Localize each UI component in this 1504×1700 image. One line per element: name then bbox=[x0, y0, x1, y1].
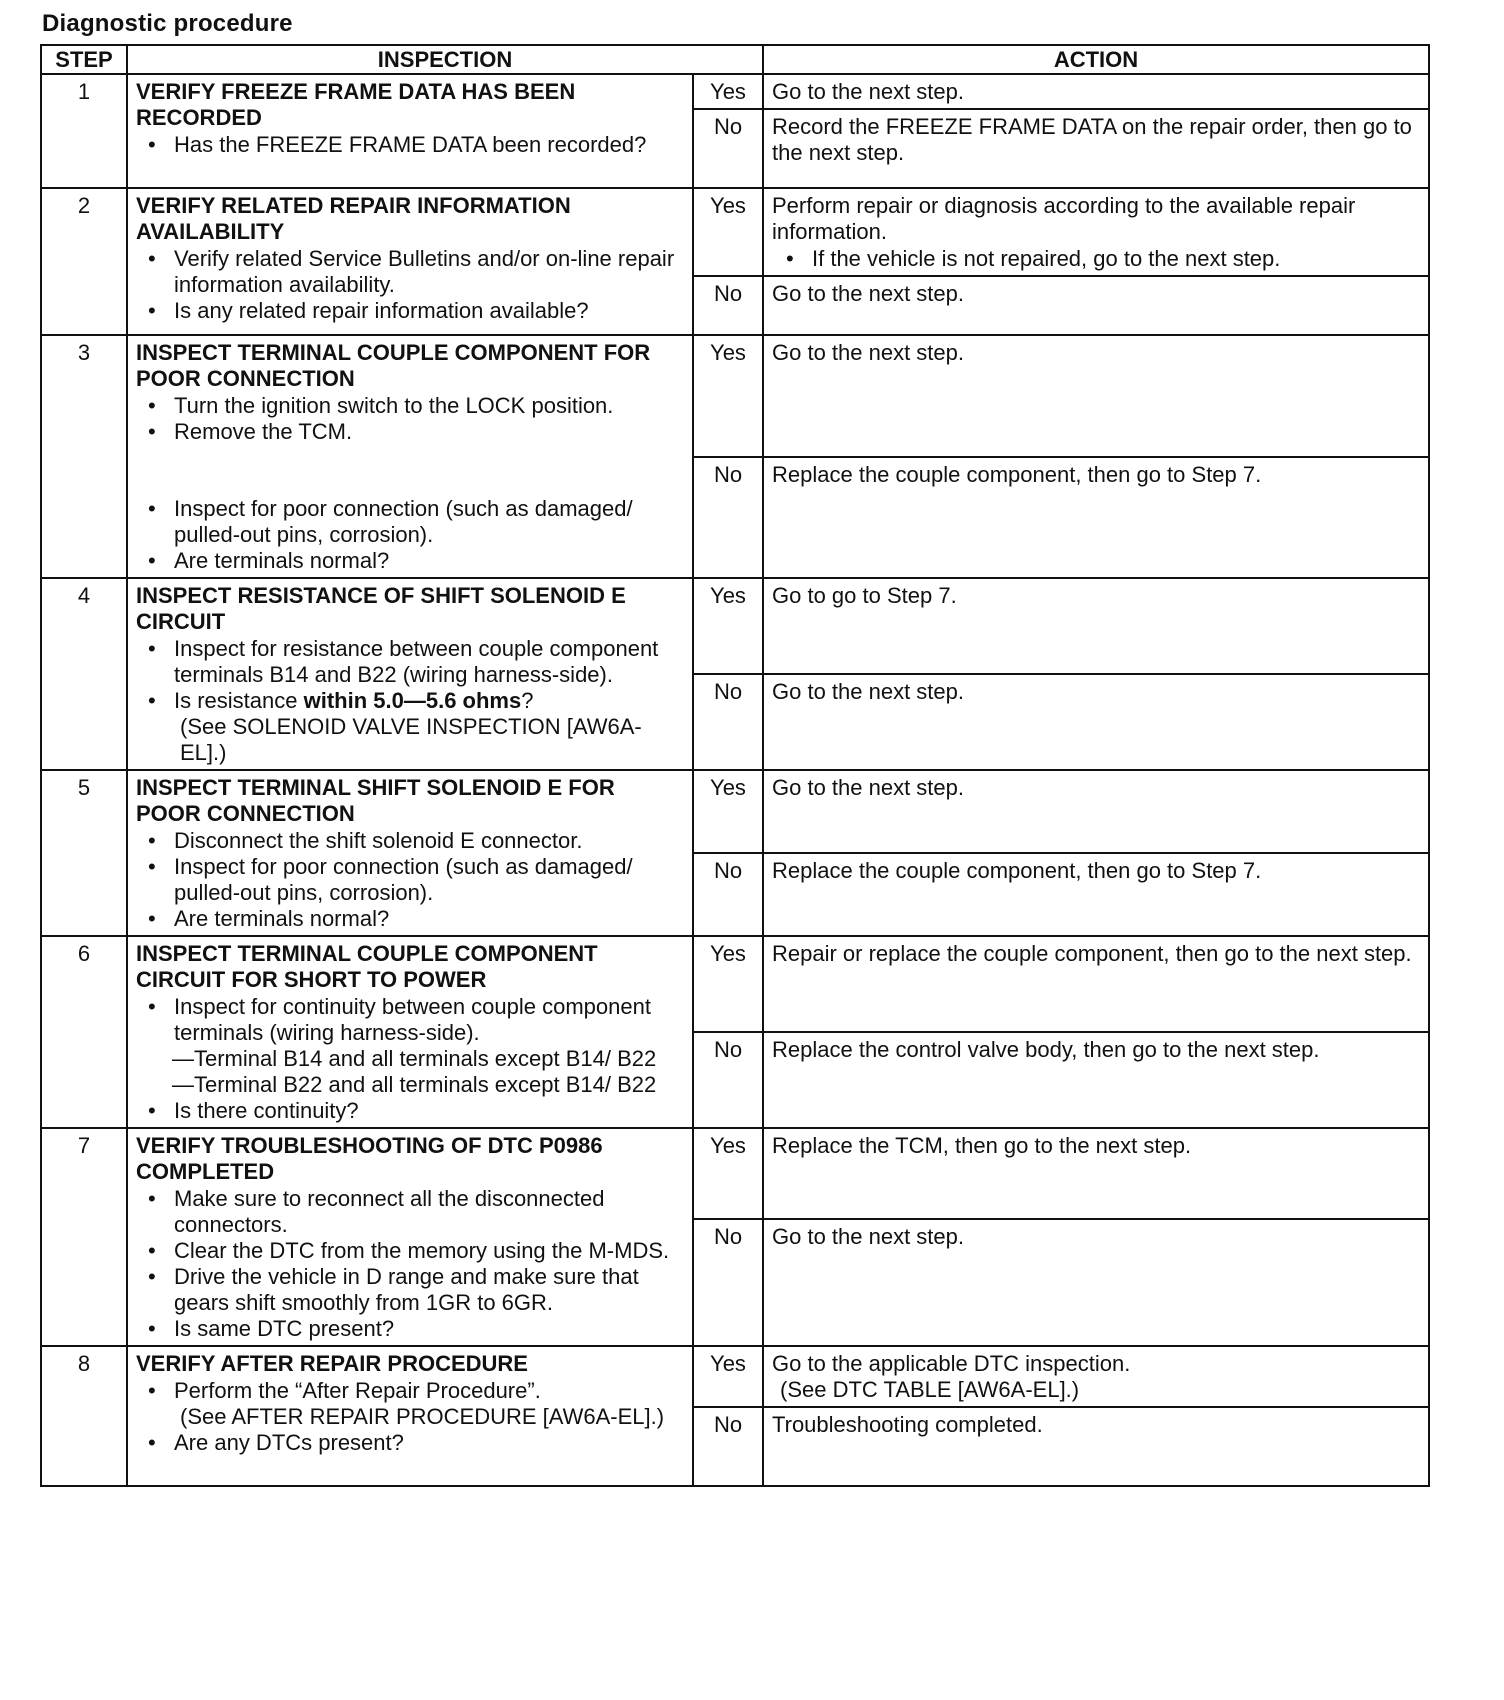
yes-label: Yes bbox=[693, 74, 763, 109]
table-row bbox=[41, 74, 1429, 109]
list-item: • Are terminals normal? bbox=[174, 906, 684, 932]
table-row bbox=[41, 335, 1429, 457]
yes-action bbox=[763, 1346, 1429, 1407]
action-text: Perform repair or diagnosis according to the available repair information. bbox=[772, 193, 1356, 244]
no-label: No bbox=[693, 109, 763, 188]
list-item: • If the vehicle is not repaired, go to the next step. bbox=[812, 246, 1420, 272]
no-label: No bbox=[693, 1032, 763, 1128]
no-action: Go to the next step. bbox=[763, 1219, 1429, 1346]
table-row bbox=[41, 578, 1429, 674]
no-action: Replace the couple component, then go to Step 7. bbox=[763, 853, 1429, 936]
no-label: No bbox=[693, 1407, 763, 1486]
yes-action: Go to the next step. bbox=[763, 335, 1429, 457]
step-number: 2 bbox=[41, 188, 127, 335]
inspection-cell bbox=[127, 74, 693, 188]
inspection-cell bbox=[127, 1346, 693, 1486]
reference-note: (See AFTER REPAIR PROCEDURE [AW6A-EL].) bbox=[180, 1404, 665, 1429]
inspection-cell bbox=[127, 936, 693, 1128]
step-number: 8 bbox=[41, 1346, 127, 1486]
list-item bbox=[174, 994, 684, 1098]
yes-label: Yes bbox=[693, 770, 763, 853]
inspection-cell bbox=[127, 335, 693, 578]
yes-label: Yes bbox=[693, 936, 763, 1032]
page-title: Diagnostic procedure bbox=[42, 10, 293, 37]
step-number: 5 bbox=[41, 770, 127, 936]
table-header-row bbox=[41, 45, 1429, 74]
reference-note: (See DTC TABLE [AW6A-EL].) bbox=[780, 1377, 1080, 1402]
list-item: • Verify related Service Bulletins and/or on-line repair information availability. bbox=[174, 246, 684, 298]
no-action: Replace the control valve body, then go to the next step. bbox=[763, 1032, 1429, 1128]
no-action: Go to the next step. bbox=[763, 674, 1429, 770]
text-run: Is resistance bbox=[174, 688, 304, 713]
list-item: • Disconnect the shift solenoid E connector. bbox=[174, 828, 684, 854]
no-action: Record the FREEZE FRAME DATA on the repair order, then go to the next step. bbox=[763, 109, 1429, 188]
list-item bbox=[174, 1378, 684, 1430]
yes-label: Yes bbox=[693, 578, 763, 674]
resistance-spec: within 5.0—5.6 ohms bbox=[303, 688, 522, 713]
list-item: • Clear the DTC from the memory using the M-MDS. bbox=[174, 1238, 684, 1264]
list-item: • Drive the vehicle in D range and make sure that gears shift smoothly from 1GR to 6GR. bbox=[174, 1264, 684, 1316]
action-text: Go to the applicable DTC inspection. bbox=[772, 1351, 1131, 1376]
list-item: • Are terminals normal? bbox=[174, 548, 684, 574]
yes-action: Go to go to Step 7. bbox=[763, 578, 1429, 674]
step-heading: VERIFY RELATED REPAIR INFORMATION AVAILABILITY bbox=[136, 193, 571, 244]
list-item bbox=[174, 688, 684, 766]
bullet-text: • Perform the “After Repair Procedure”. bbox=[174, 1378, 541, 1403]
table-row bbox=[41, 770, 1429, 853]
step-heading: INSPECT TERMINAL SHIFT SOLENOID E FOR POOR CONNECTION bbox=[136, 775, 615, 826]
no-action: Troubleshooting completed. bbox=[763, 1407, 1429, 1486]
list-item: • Remove the TCM. bbox=[174, 419, 684, 445]
list-item: • Has the FREEZE FRAME DATA been recorded? bbox=[174, 132, 684, 158]
table-row bbox=[41, 1128, 1429, 1219]
step-number: 7 bbox=[41, 1128, 127, 1346]
yes-action: Repair or replace the couple component, then go to the next step. bbox=[763, 936, 1429, 1032]
header-step: STEP bbox=[41, 45, 127, 74]
table-row bbox=[41, 936, 1429, 1032]
step-number: 1 bbox=[41, 74, 127, 188]
yes-label: Yes bbox=[693, 1128, 763, 1219]
yes-action: Go to the next step. bbox=[763, 74, 1429, 109]
bullet-text: • Inspect for continuity between couple component terminals (wiring harness-side). bbox=[174, 994, 651, 1045]
yes-action: Go to the next step. bbox=[763, 770, 1429, 853]
list-item: • Inspect for resistance between couple component terminals B14 and B22 (wiring harness-side). bbox=[174, 636, 684, 688]
table-row bbox=[41, 188, 1429, 276]
table-row bbox=[41, 1346, 1429, 1407]
reference-note: (See SOLENOID VALVE INSPECTION [AW6A-EL].) bbox=[180, 714, 642, 765]
step-heading: VERIFY TROUBLESHOOTING OF DTC P0986 COMPLETED bbox=[136, 1133, 603, 1184]
list-item: • Is any related repair information available? bbox=[174, 298, 684, 324]
header-action: ACTION bbox=[763, 45, 1429, 74]
inspection-cell bbox=[127, 770, 693, 936]
list-item: • Are any DTCs present? bbox=[174, 1430, 684, 1456]
list-item: • Is same DTC present? bbox=[174, 1316, 684, 1342]
no-label: No bbox=[693, 674, 763, 770]
sub-item: —Terminal B14 and all terminals except B14/ B22 bbox=[172, 1046, 657, 1071]
step-number: 6 bbox=[41, 936, 127, 1128]
yes-label: Yes bbox=[693, 188, 763, 276]
list-item: • Make sure to reconnect all the disconnected connectors. bbox=[174, 1186, 684, 1238]
yes-label: Yes bbox=[693, 1346, 763, 1407]
step-heading: VERIFY FREEZE FRAME DATA HAS BEEN RECORDED bbox=[136, 79, 576, 130]
step-heading: INSPECT TERMINAL COUPLE COMPONENT CIRCUIT FOR SHORT TO POWER bbox=[136, 941, 598, 992]
yes-action bbox=[763, 188, 1429, 276]
sub-item: —Terminal B22 and all terminals except B14/ B22 bbox=[172, 1072, 657, 1097]
list-item: • Turn the ignition switch to the LOCK position. bbox=[174, 393, 684, 419]
list-item: • Inspect for poor connection (such as damaged/ pulled-out pins, corrosion). bbox=[174, 496, 684, 548]
step-heading: INSPECT RESISTANCE OF SHIFT SOLENOID E CIRCUIT bbox=[136, 583, 626, 634]
step-number: 3 bbox=[41, 335, 127, 578]
no-label: No bbox=[693, 853, 763, 936]
no-action: Go to the next step. bbox=[763, 276, 1429, 335]
no-label: No bbox=[693, 1219, 763, 1346]
step-heading: VERIFY AFTER REPAIR PROCEDURE bbox=[136, 1351, 528, 1376]
no-label: No bbox=[693, 457, 763, 579]
header-inspection: INSPECTION bbox=[127, 45, 763, 74]
inspection-cell bbox=[127, 188, 693, 335]
no-label: No bbox=[693, 276, 763, 335]
inspection-cell bbox=[127, 578, 693, 770]
step-heading: INSPECT TERMINAL COUPLE COMPONENT FOR POOR CONNECTION bbox=[136, 340, 651, 391]
yes-label: Yes bbox=[693, 335, 763, 457]
inspection-cell bbox=[127, 1128, 693, 1346]
no-action: Replace the couple component, then go to Step 7. bbox=[763, 457, 1429, 579]
text-run: ? bbox=[521, 688, 534, 713]
list-item: • Is there continuity? bbox=[174, 1098, 684, 1124]
diagnostic-table bbox=[40, 44, 1430, 1487]
yes-action: Replace the TCM, then go to the next step. bbox=[763, 1128, 1429, 1219]
list-item: • Inspect for poor connection (such as damaged/ pulled-out pins, corrosion). bbox=[174, 854, 684, 906]
step-number: 4 bbox=[41, 578, 127, 770]
